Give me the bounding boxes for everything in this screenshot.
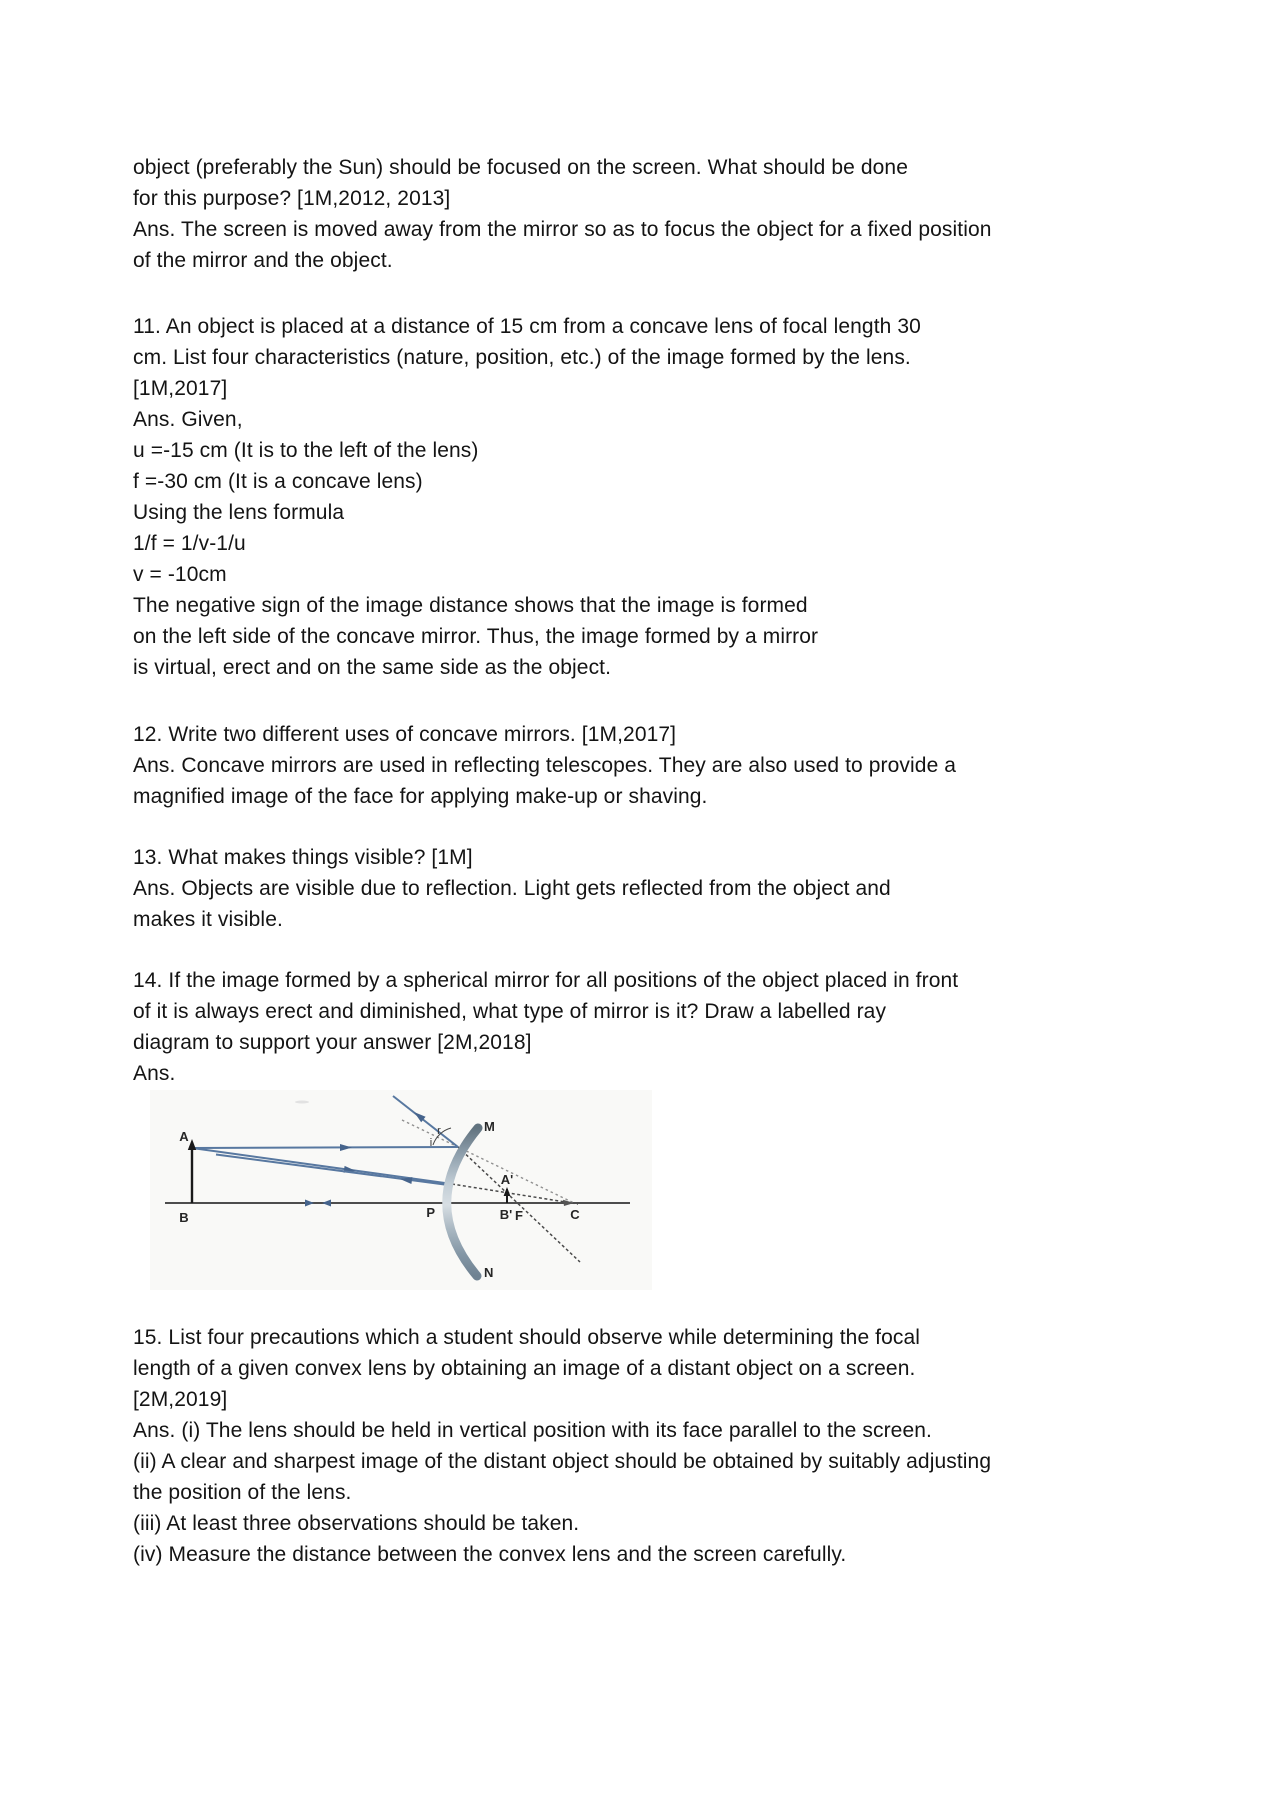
text-line: for this purpose? [1M,2012, 2013] bbox=[133, 187, 451, 210]
text-line: Ans. (i) The lens should be held in vertical position with its face parallel to the screen. bbox=[133, 1419, 932, 1442]
label-image-top: A' bbox=[500, 1172, 514, 1187]
text-line: f =-30 cm (It is a concave lens) bbox=[133, 470, 423, 493]
text-line: v = -10cm bbox=[133, 563, 227, 586]
text-line: 15. List four precautions which a student should observe while determining the focal bbox=[133, 1326, 921, 1349]
text-line: Ans. bbox=[133, 1062, 176, 1085]
text-line: 11. An object is placed at a distance of 15 cm from a concave lens of focal length 30 bbox=[133, 315, 921, 338]
text-line: Ans. Objects are visible due to reflection. Light gets reflected from the object and bbox=[133, 877, 891, 900]
paragraph-q10-answer bbox=[133, 152, 992, 276]
text-line: 14. If the image formed by a spherical mirror for all positions of the object placed in front bbox=[133, 969, 959, 992]
ray-diagram-svg bbox=[150, 1090, 652, 1290]
text-line: length of a given convex lens by obtaining an image of a distant object on a screen. bbox=[133, 1357, 916, 1380]
reflected-ray bbox=[393, 1096, 458, 1147]
text-line: 13. What makes things visible? [1M] bbox=[133, 846, 473, 869]
text-line: [1M,2017] bbox=[133, 377, 228, 400]
text-line: 1/f = 1/v-1/u bbox=[133, 532, 246, 555]
label-angle-r: r bbox=[437, 1125, 441, 1137]
incident-ray-parallel bbox=[192, 1147, 458, 1148]
text-line: [2M,2019] bbox=[133, 1388, 228, 1411]
text-line: cm. List four characteristics (nature, position, etc.) of the image formed by the lens. bbox=[133, 346, 911, 369]
text-line: of the mirror and the object. bbox=[133, 249, 393, 272]
text-line: the position of the lens. bbox=[133, 1481, 352, 1504]
label-angle-i: i bbox=[429, 1137, 433, 1149]
axis-arrow-right-icon bbox=[305, 1200, 314, 1207]
paragraph-q13 bbox=[133, 842, 891, 935]
paragraph-q12 bbox=[133, 719, 956, 812]
label-mirror-bottom: N bbox=[484, 1265, 494, 1280]
label-image-base: B' bbox=[499, 1207, 513, 1222]
incident-ray-toward-c bbox=[192, 1148, 452, 1184]
text-line: of it is always erect and diminished, what type of mirror is it? Draw a labelled ray bbox=[133, 1000, 887, 1023]
text-line: u =-15 cm (It is to the left of the lens) bbox=[133, 439, 479, 462]
text-line: (iv) Measure the distance between the convex lens and the screen carefully. bbox=[133, 1543, 847, 1566]
text-line: (ii) A clear and sharpest image of the distant object should be obtained by suitably adjusting bbox=[133, 1450, 992, 1473]
convex-mirror-ray-diagram bbox=[150, 1090, 652, 1290]
text-line: on the left side of the concave mirror. Thus, the image formed by a mirror bbox=[133, 625, 819, 648]
label-focus: F bbox=[515, 1208, 523, 1223]
dashed-arrow-icon bbox=[563, 1200, 574, 1206]
text-line: 12. Write two different uses of concave mirrors. [1M,2017] bbox=[133, 723, 677, 746]
object-arrow-head-icon bbox=[188, 1139, 196, 1150]
label-mirror-top: M bbox=[484, 1119, 495, 1134]
text-line: magnified image of the face for applying make-up or shaving. bbox=[133, 785, 708, 808]
text-line: Ans. Given, bbox=[133, 408, 243, 431]
reflected-ray-back bbox=[216, 1155, 452, 1186]
text-line: makes it visible. bbox=[133, 908, 283, 931]
axis-arrow-left-icon bbox=[322, 1200, 331, 1207]
paragraph-q15 bbox=[133, 1322, 991, 1570]
text-line: is virtual, erect and on the same side as the object. bbox=[133, 656, 612, 679]
label-object-base: B bbox=[179, 1210, 189, 1225]
text-line: diagram to support your answer [2M,2018] bbox=[133, 1031, 532, 1054]
paragraph-q11 bbox=[133, 311, 921, 683]
reflected-extension-dashed-line bbox=[458, 1147, 580, 1262]
text-line: (iii) At least three observations should be taken. bbox=[133, 1512, 580, 1535]
label-pole: P bbox=[426, 1205, 435, 1220]
label-object-top: A bbox=[179, 1129, 189, 1144]
text-line: Using the lens formula bbox=[133, 501, 345, 524]
ray-arrow-icon bbox=[340, 1144, 352, 1151]
label-center: C bbox=[570, 1207, 580, 1222]
text-line: The negative sign of the image distance shows that the image is formed bbox=[133, 594, 808, 617]
text-line: Ans. Concave mirrors are used in reflecting telescopes. They are also used to provide a bbox=[133, 754, 957, 777]
image-arrow-head-icon bbox=[504, 1187, 511, 1196]
text-line: object (preferably the Sun) should be focused on the screen. What should be done bbox=[133, 156, 908, 179]
paragraph-q14 bbox=[133, 965, 958, 1089]
scan-smudge bbox=[295, 1101, 309, 1104]
text-line: Ans. The screen is moved away from the mirror so as to focus the object for a fixed position bbox=[133, 218, 992, 241]
